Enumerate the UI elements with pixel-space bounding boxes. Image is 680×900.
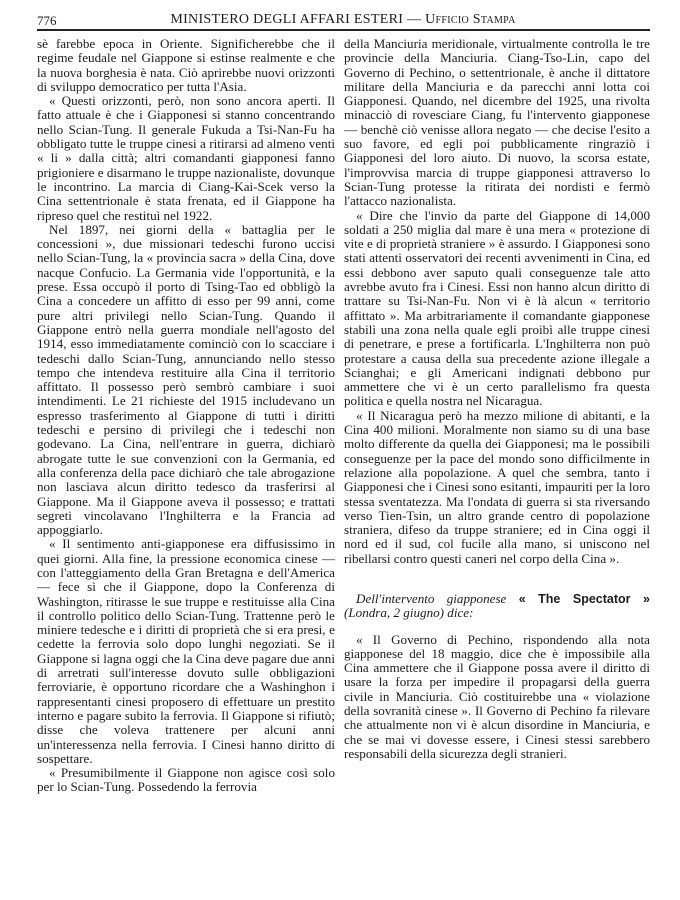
- running-title: [37, 12, 649, 28]
- paragraph: sè farebbe epoca in Oriente. Significherebbe che il regime feudale nel Giappone si estinse realmente e che la nuova borghesia è nata. Ciò aprirebbe nuovi orizzonti di sviluppo democratico per tutta l'Asia.: [37, 36, 335, 94]
- right-column: [344, 37, 650, 761]
- paragraph: della Manciuria meridionale, virtualmente controlla le tre provincie della Manciuria. Ciang-Tso-Lin, capo del Governo di Pechino, o settentrionale, è anche il dittatore militare della Manciuria e da parecchi anni lotta coi Giapponesi. Quando, nel dicembre del 1925, una rivolta minacciò di rovesciare Ciang, fu l'intervento giapponese — benchè ciò venisse allora negato — che decise l'esito a suo favore, ed egli poi pubblicamente ringraziò i Giapponesi del loro aiuto. Di nuovo, la scorsa estate, l'improvvisa marcia di truppe giapponesi attraverso lo Scian-Tung protesse la ritirata dei nordisti e fermò l'attacco nazionalista.: [344, 36, 650, 209]
- intro-details: (Londra, 2 giugno) dice:: [344, 605, 474, 621]
- ministry-title: MINISTERO DEGLI AFFARI ESTERI —: [170, 12, 422, 27]
- paragraph: « Il Nicaragua però ha mezzo milione di abitanti, e la Cina 400 milioni. Moralmente non siamo su di una base molto differente da quella dei Giapponesi; ma le possibili conseguenze per la pace del mondo sono difficilmente in relazione alla popolazione. A quel che sembra, tanto i Giapponesi che i Cinesi sono esitanti, impauriti per la loro stessa sventatezza. Ma l'ondata di guerra si sta riversando verso Tien-Tsin, un altro grande centro di popolazione straniera, difeso da truppe straniere; ed in Cina oggi il nord ed il sud, col fucile alla mano, si uniscono nel ribellarsi contro questi caneri nel corpo della Cina ».: [344, 407, 650, 566]
- paragraph: « Questi orizzonti, però, non sono ancora aperti. Il fatto attuale è che i Giapponesi si stanno concentrando nello Scian-Tung. Il generale Fukuda a Tsi-Nan-Fu ha obbligato tutte le truppe cinesi a ritirarsi ad almeno venti « li » dalla città; altri comandanti giapponesi fanno prigioniere e disarmano le truppe nazionaliste, dovunque le incontrino. La marcia di Ciang-Kai-Scek verso la Cina settentrionale è stata frenata, ed il Giappone ha ripreso quel che restituì nel 1922.: [37, 93, 335, 223]
- paragraph: « Presumibilmente il Giappone non agisce così solo per lo Scian-Tung. Possedendo la ferrovia: [37, 765, 335, 795]
- paragraph: « Dire che l'invio da parte del Giappone di 14,000 soldati a 250 miglia dal mare è una mera « protezione di vite e di proprietà straniere » è assurdo. I Giapponesi sono stati attenti osservatori dei recenti avvenimenti in Cina, ed essi debbono aver saputo quali conseguenze tale atto avrebbe avuto fra i Cinesi. Essi non hanno alcun diritto di trattare su Tsi-Nan-Fu. Non vi è là alcun « territorio affittato ». Ma arbitrariamente il comandante giapponese stabilì una zona nella quale egli proibì alle truppe cinesi di penetrare, e prese a fortificarla. L'Inghilterra non può protestare a causa della sua precedente azione illegale a Scianghai; e gli Americani indignati debbono pur ammettere che vi è un certo parallelismo fra questa politica e quella nostra nel Nicaragua.: [344, 207, 650, 409]
- intro-lead: Dell'intervento giapponese: [356, 590, 507, 606]
- source-name: « The Spectator »: [518, 591, 650, 606]
- quoted-paragraph: « Il Governo di Pechino, rispondendo alla nota giapponese del 18 maggio, dice che è impossibile alla Cina ammettere che il Giappone possa avere il diritto di usare la forza per impedire il propagarsi della guerra civile in Manciuria. Ciò costituirebbe una « violazione della sovranità cinese ». Il Governo di Pechino fa rilevare che attualmente non vi è alcun disordine in Manciuria, e che se mai vi dovesse essere, i Cinesi stessi sarebbero responsabili della sicurezza degli stranieri.: [344, 631, 650, 761]
- paragraph: « Il sentimento anti-giapponese era diffusissimo in quei giorni. Alla fine, la pressione economica cinese — con l'atteggiamento della Gran Bretagna e dell'America — fece sì che il Giappone, dopo la Conferenza di Washington, ritirasse le sue truppe e restituisse alla Cina il controllo politico dello Scian-Tung. Trattenne però le miniere tedesche e i diritti di proprietà che si era presi, e cedette la ferrovia solo dopo lunghi negoziati. Se il Giappone si lagna oggi che la Cina deve pagare due anni di arretrati sull'interesse dovuto sulle obbligazioni ferroviarie, è opportuno ricordare che a Washinghon i rappresentanti cinesi proposero di effettuare un prestito interno e pagare subito la ferrovia. Il Giappone si rifiutò; disse che voleva trattenere per alcuni anni un'interessenza nella ferrovia. I Cinesi hanno diritto di sospettare.: [37, 536, 335, 766]
- page-number: 776: [37, 13, 57, 28]
- page-header: [37, 10, 649, 30]
- citation-intro: [344, 592, 650, 621]
- left-column: [37, 37, 335, 795]
- paragraph: Nel 1897, nei giorni della « battaglia per le concessioni », due missionari tedeschi furono uccisi nello Scian-Tung, la « provincia sacra » della Cina, dove nacque Confucio. La Germania vide l'opportunità, e la prese. Essa occupò il porto di Tsing-Tao ed obbligò la Cina a concedere un affitto di esso per 99 anni, come pure altri privilegi nello Scian-Tung. Quando il Giappone entrò nella guerra mondiale nell'agosto del 1914, esso immediatamente cominciò con lo scacciare i tedeschi dallo Scian-Tung, annunciando nello stesso tempo che intendeva restituire alla Cina il territorio affittato. Il possesso però sembrò cambiare i suoi intendimenti. Le 21 richieste del 1915 includevano un espresso trasferimento al Giappone di tutti i diritti tedeschi e persino di privilegi che i tedeschi non godevano. La Cina, nell'entrare in guerra, dichiarò abrogate tutte le sue convenzioni con la Germania, ed alla conferenza della pace dichiarò che tale abrogazione non lasciava alcun diritto tedesco da trasferirsi al Giappone. Ma il Giappone aveva il possesso; e trattati segreti vincolavano l'Inghilterra e la Francia ad appoggiarlo.: [37, 221, 335, 538]
- office-name: Ufficio Stampa: [425, 12, 516, 27]
- header-rule: [37, 29, 650, 31]
